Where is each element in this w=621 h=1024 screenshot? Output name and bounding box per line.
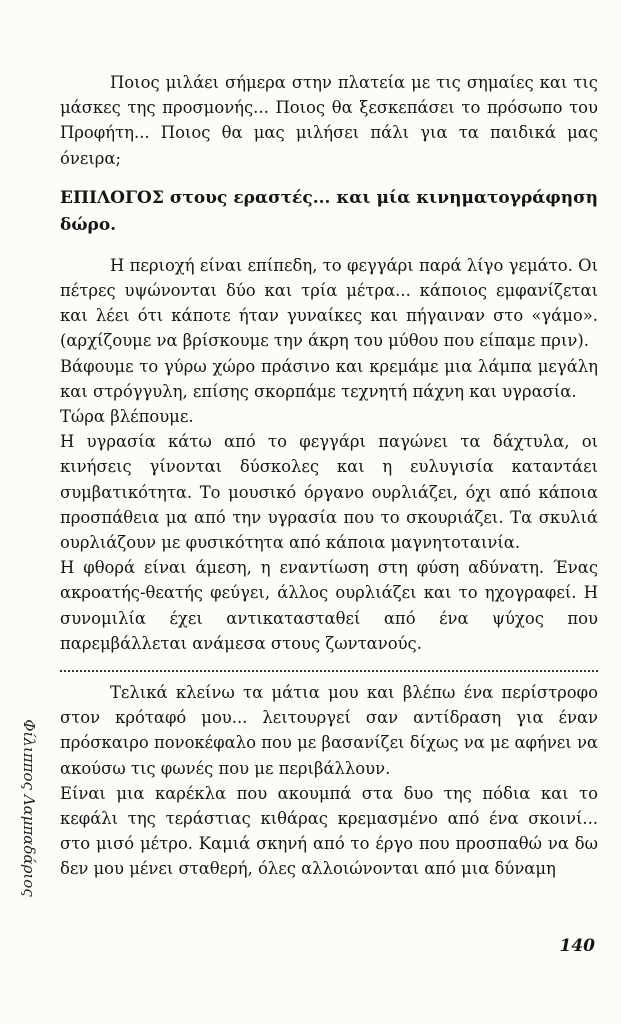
section-heading: ΕΠΙΛΟΓΟΣ στους εραστές... και μία κινηματογράφηση δώρο. [60,187,598,235]
page-number: 140 [559,936,595,956]
opening-paragraph: Ποιος μιλάει σήμερα στην πλατεία με τις σημαίες και τις μάσκες της προσμονής... Ποιος θα ξεσκεπάσει το πρόσωπο του Προφήτη... Ποιος θα μας μιλήσει πάλι για τα παιδικά μας όνειρα; [60,73,598,168]
author-name: Φίλιππος Λαμπαδάριος [20,719,38,897]
dotted-separator [60,670,598,672]
paragraph: Βάφουμε το γύρω χώρο πράσινο και κρεμάμε μια λάμπα μεγάλη και στρόγγυλη, επίσης σκορπάμε τεχνητή πάχνη και υγρασία. [60,356,598,401]
paragraph: Τελικά κλείνω τα μάτια μου και βλέπω ένα περίστροφο στον κρόταφό μου... λειτουργεί σαν αντίδραση για έναν πρόσκαιρο πονοκέφαλο που με βασανίζει δίχως να με αφήνει να ακούσω τις φωνές που με περιβάλλουν. [60,683,598,778]
paragraph: Η περιοχή είναι επίπεδη, το φεγγάρι παρά λίγο γεμάτο. Οι πέτρες υψώνονται δύο και τρία μέτρα... κάποιος εμφανίζεται και λέει ότι κάποτε ήταν γυναίκες και πήγαιναν στο «γάμο». (αρχίζουμε να βρίσκουμε την άκρη του μύθου που είπαμε πριν). [60,255,598,351]
paragraph: Η φθορά είναι άμεση, η εναντίωση στη φύση αδύνατη. Ένας ακροατής-θεατής φεύγει, άλλος ουρλιάζει και το ηχογραφεί. Η συνομιλία έχει αντικατασταθεί από ένα ψύχος που παρεμβάλλεται ανάμεσα στους ζωντανούς. [60,558,598,653]
body-text [60,70,598,882]
paragraph: Είναι μια καρέκλα που ακουμπά στα δυο της πόδια και το κεφάλι της τεράστιας κιθάρας κρεμασμένο από ένα σκοινί... στο μισό μέτρο. Καμιά σκηνή από το έργο που προσπαθώ να δω δεν μου μένει σταθερή, όλες αλλοιώνονται από μια δύναμη [60,783,598,879]
running-head [14,708,44,908]
paragraph: Η υγρασία κάτω από το φεγγάρι παγώνει τα δάχτυλα, οι κινήσεις γίνονται δύσκολες και η ευλυγισία καταντάει συμβατικότητα. Το μουσικό όργανο ουρλιάζει, όχι από κάποια προσπάθεια μα από την υγρασία που το σκουριάζει. Τα σκυλιά ουρλιάζουν με φυσικότητα από κάποια μαγνητοταινία. [60,432,598,553]
paragraph: Τώρα βλέπουμε. [60,407,194,427]
